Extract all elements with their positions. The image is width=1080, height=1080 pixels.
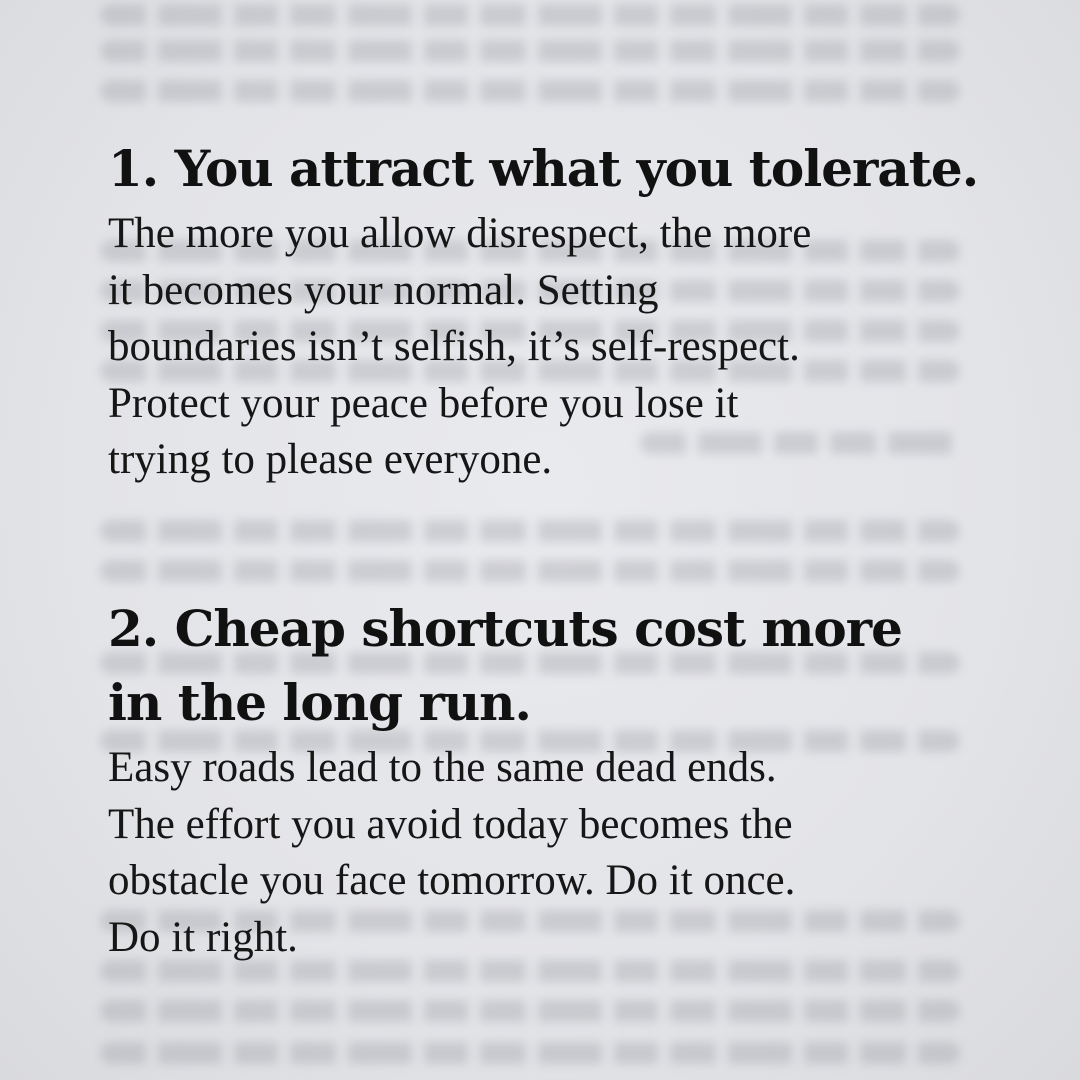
section-1-body-line: it becomes your normal. Setting (108, 266, 659, 314)
section-1-body (108, 206, 1008, 489)
section-1-heading (108, 132, 1008, 206)
section-1 (108, 132, 1008, 489)
content-block (108, 132, 1008, 961)
section-2-heading (108, 592, 902, 740)
section-2-heading-line: 2. Cheap shortcuts cost more (108, 599, 902, 658)
section-2 (108, 592, 902, 966)
section-2-body-line: Easy roads lead to the same dead ends. (108, 744, 777, 791)
section-1-body-line: Protect your peace before you lose it (108, 379, 739, 427)
section-1-body-line: boundaries isn’t selfish, it’s self-respect. (108, 323, 800, 370)
section-2-heading-line: in the long run. (108, 673, 531, 732)
section-2-body-line: Do it right. (108, 913, 298, 961)
section-2-body-line: obstacle you face tomorrow. Do it once. (108, 857, 796, 904)
section-2-body-line: The effort you avoid today becomes the (108, 800, 793, 848)
section-1-body-line: trying to please everyone. (108, 436, 553, 483)
section-1-body-line: The more you allow disrespect, the more (108, 210, 812, 257)
section-1-heading-line: 1. You attract what you tolerate. (108, 139, 979, 198)
section-2-body (108, 740, 902, 966)
